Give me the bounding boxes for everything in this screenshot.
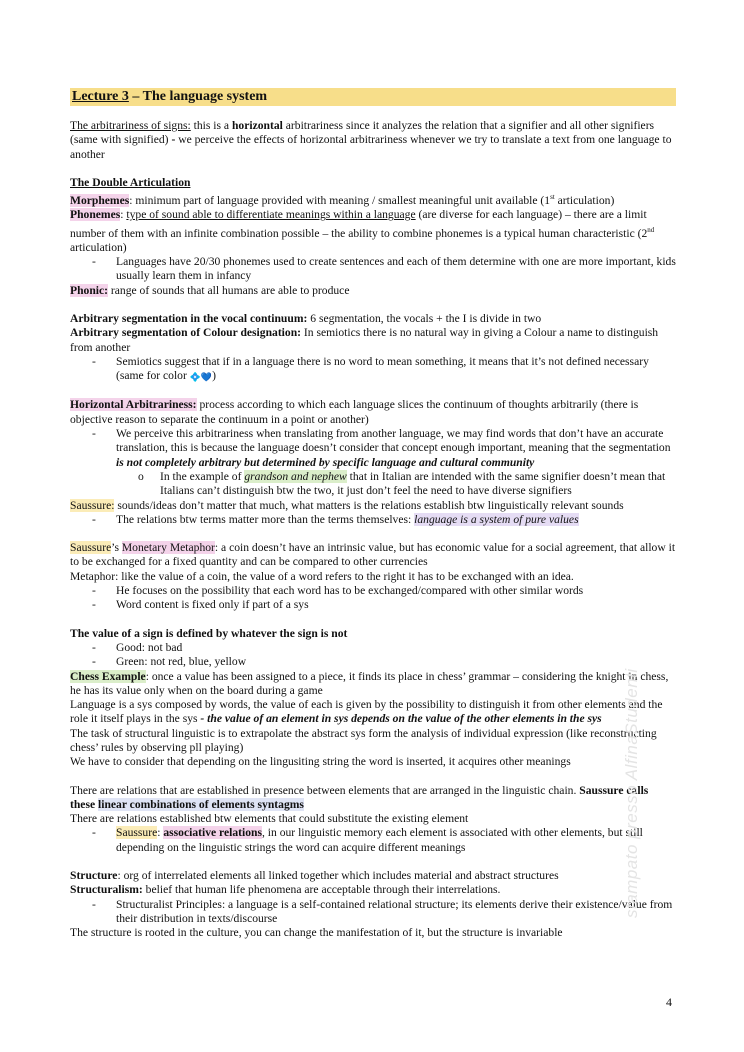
- document-body: [70, 88, 676, 941]
- list-item: - Good: not bad: [92, 640, 183, 654]
- list-item: - Structuralist Principles: a language is a self-contained relational structure; its elements derive their existence/value from their distribution in texts/discourse: [92, 897, 673, 925]
- bullet-dash: -: [92, 897, 96, 911]
- bullet-dash: -: [92, 655, 96, 669]
- substitute-line: There are relations established btw elements that could substitute the existing element: [70, 812, 469, 826]
- structuralism-line: Structuralism: belief that human life phenomena are acceptable through their interrelations.: [70, 883, 501, 897]
- list-item: - Green: not red, blue, yellow: [92, 655, 247, 669]
- final-line: The structure is rooted in the culture, you can change the manifestation of it, but the structure is invariable: [70, 926, 563, 940]
- morphemes-line: Morphemes: minimum part of language provided with meaning / smallest meaningful unit available (1st articulation): [70, 193, 615, 208]
- bullet-dash: -: [92, 512, 96, 526]
- bullet-dash: -: [92, 598, 96, 612]
- arbitrariness-paragraph: The arbitrariness of signs: this is a horizontal arbitrariness since it analyzes the relation that a signifier and all other signifiers (same with signified) - we perceive the effects of horizontal arbitrariness whenever we try to translate a text from one language to another: [70, 119, 672, 161]
- consider-line: We have to consider that depending on the lingusiting string the word is inserted, it acquires other meanings: [70, 755, 571, 769]
- task-line: The task of structural linguistic is to extrapolate the abstract sys form the analysis of individual expression (like reconstructing chess’ rules by observing pll playing): [70, 726, 657, 754]
- diamond-heart-icon: 💠💙: [189, 372, 213, 383]
- relations-paragraph: There are relations that are established in presence between elements that are arranged in the linguistic chain. Saussure calls these linear combinations of elements syntagms: [70, 783, 649, 811]
- list-item: - He focuses on the possibility that each word has to be exchanged/compared with other similar words: [92, 584, 584, 598]
- list-item: - Word content is fixed only if part of a sys: [92, 598, 309, 612]
- bullet-dash: -: [92, 640, 96, 654]
- horizontal-arbitrariness-line: Horizontal Arbitrariness: process according to which each language slices the continuum of thoughts arbitrarily (there is objective reason to separate the continuum in a point or another): [70, 398, 639, 426]
- language-sys-line: Language is a sys composed by words, the value of each is given by the possibility to distinguish it from other elements and the role it itself plays in the sys - the value of an element in sys depends on the value of the other elements in the sys: [70, 698, 663, 726]
- bullet-dash: -: [92, 354, 96, 368]
- double-articulation-heading: The Double Articulation: [70, 175, 191, 189]
- value-heading: The value of a sign is defined by whatever the sign is not: [70, 626, 348, 640]
- colour-segmentation-line: Arbitrary segmentation of Colour designation: In semiotics there is no natural way in giving a Colour a name to distinguish from another: [70, 326, 659, 354]
- list-item: - Languages have 20/30 phonemes used to create sentences and each of them determine with one are more important, kids usually learn them in infancy: [92, 255, 676, 283]
- bullet-dash: -: [92, 826, 96, 840]
- bullet-circle: o: [138, 469, 144, 483]
- vocal-segmentation-line: Arbitrary segmentation in the vocal continuum: 6 segmentation, the vocals + the I is divide in two: [70, 311, 542, 325]
- phonemes-line: Phonemes: type of sound able to differentiate meanings within a language (are diverse for each language) – there are a limit number of them with an infinite combination possible – the ability to combine phonemes is a typical human characteristic (2nd articulation): [70, 208, 655, 254]
- lecture-title: Lecture 3 – The language system: [70, 88, 676, 106]
- bullet-dash: -: [92, 255, 96, 269]
- page-number: 4: [666, 995, 672, 1009]
- monetary-metaphor-line: Saussure’s Monetary Metaphor: a coin doesn’t have an intrinsic value, but has economic value for a social agreement, that allow it to be exchanged for a fixed quantity and can be compared to other currencies: [70, 541, 676, 569]
- list-item: - The relations btw terms matter more than the terms themselves: language is a system of pure values: [92, 512, 579, 526]
- structure-line: Structure: org of interrelated elements all linked together which includes material and abstract structures: [70, 869, 559, 883]
- chess-example-line: Chess Example: once a value has been assigned to a piece, it finds its place in chess’ grammar – considering the knight in chess, he has its value only when on the board during a game: [70, 669, 669, 697]
- list-item: o In the example of grandson and nephew that in Italian are intended with the same signifier doesn’t mean that Italians can’t distinguish btw the two, it just don’t feel the need to have diverse signifiers: [138, 469, 666, 498]
- bullet-dash: -: [92, 584, 96, 598]
- list-item: - Saussure: associative relations, in our linguistic memory each element is associated with other elements, but still depending on the linguistic strings the word can acquire different meanings: [92, 826, 643, 854]
- list-item: - We perceive this arbitrariness when translating from another language, we may find words that don’t have an accurate translation, this is because the language doesn’t consider that concept enough important, meaning that the segmentation is not completely arbitrary but determined by specific language and cultural community: [92, 427, 671, 469]
- saussure-line: Saussure: sounds/ideas don’t matter that much, what matters is the relations establish btw linguistically relevant sounds: [70, 498, 624, 512]
- bullet-dash: -: [92, 427, 96, 441]
- metaphor-line: Metaphor: like the value of a coin, the value of a word refers to the right it has to be exchanged with an idea.: [70, 569, 574, 583]
- phonic-line: Phonic: range of sounds that all humans are able to produce: [70, 283, 350, 297]
- watermark: stampato presso AlfinaStudenti: [622, 668, 641, 918]
- list-item: - Semiotics suggest that if in a language there is no word to mean something, it means that it’s not defined necessary (same for color 💠💙): [70, 355, 676, 385]
